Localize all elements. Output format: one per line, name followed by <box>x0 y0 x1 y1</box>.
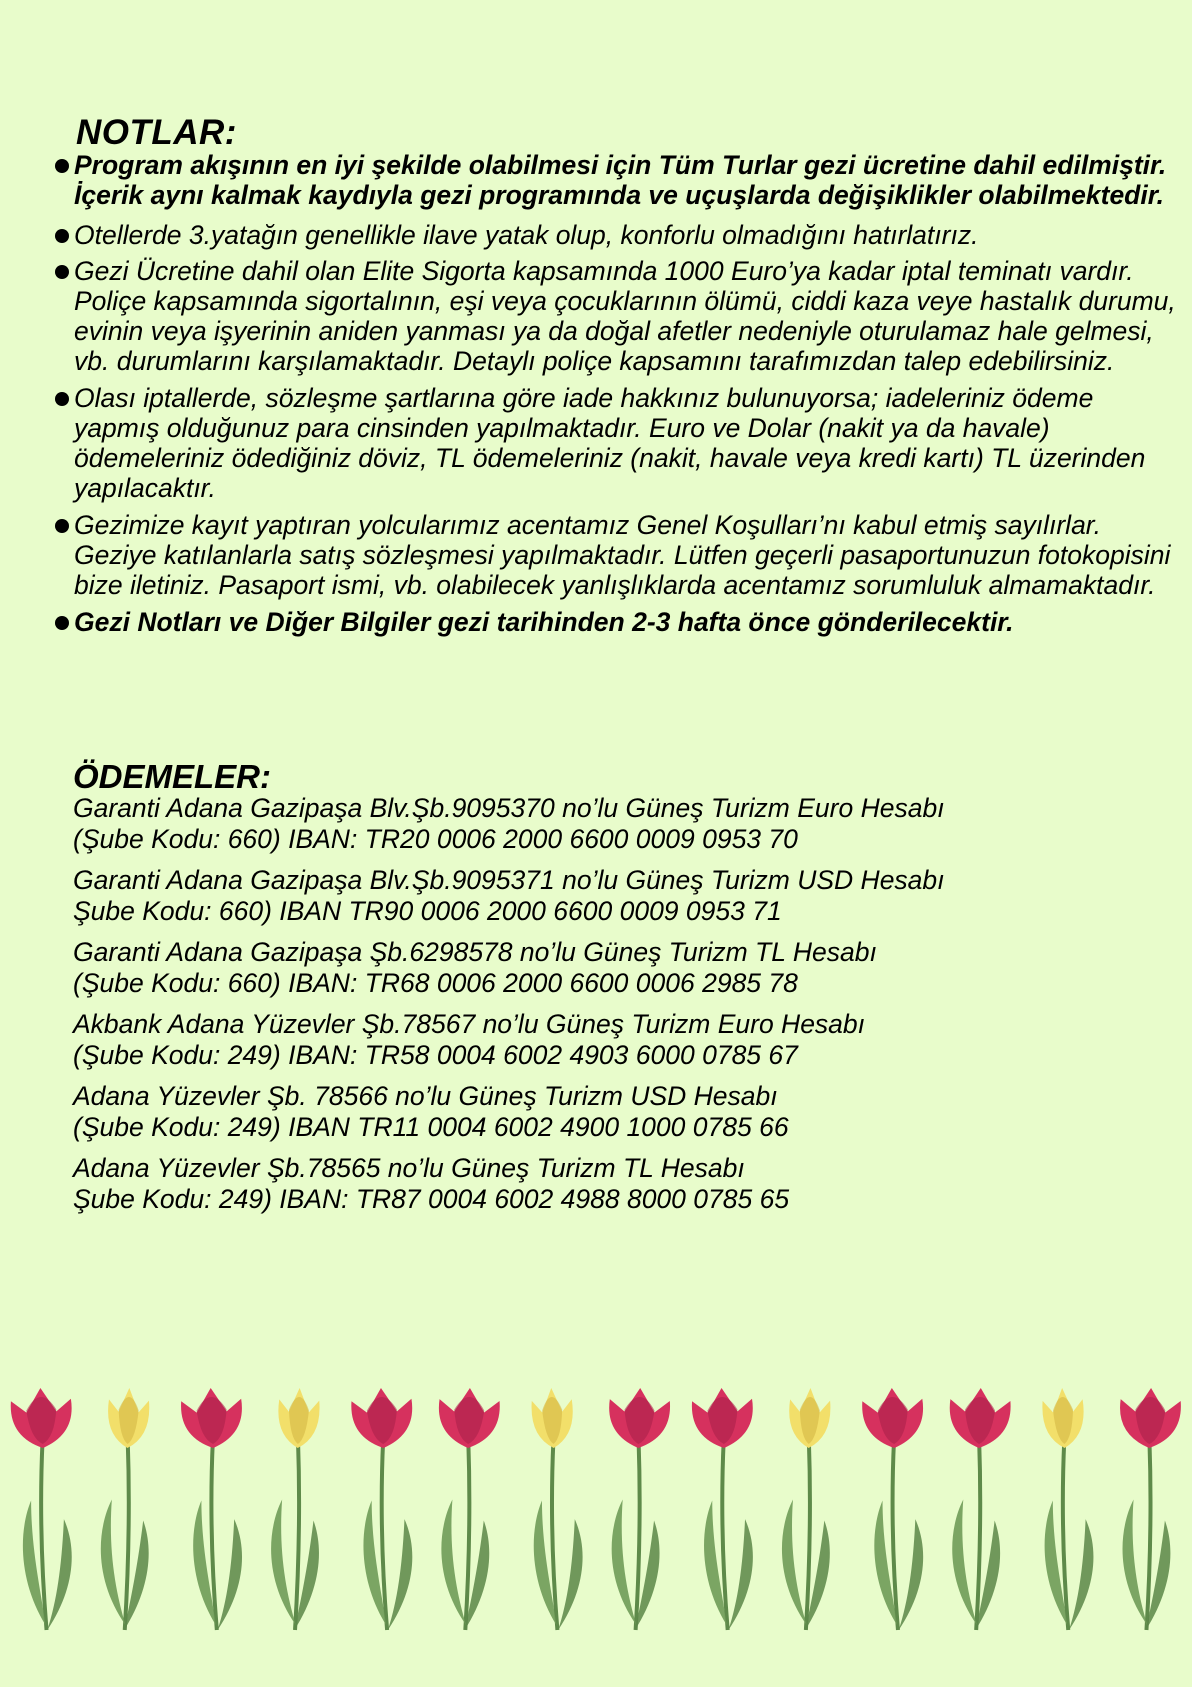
tulip-pink <box>432 1387 500 1631</box>
bank-account <box>73 1081 1173 1143</box>
tulip-leaf <box>1064 1519 1096 1630</box>
account-iban: (Şube Kodu: 249) IBAN TR11 0004 6002 4900 1000 0785 66 <box>73 1112 789 1142</box>
note-item <box>50 510 1180 600</box>
note-text: Otellerde 3.yatağın genellikle ilave yatak olup, konforlu olmadığını hatırlatırız. <box>74 220 979 250</box>
tulip-yellow <box>269 1387 325 1630</box>
note-item <box>50 220 1180 250</box>
account-line: Garanti Adana Gazipaşa Blv.Şb.9095370 no’lu Güneş Turizm Euro Hesabı <box>73 793 945 823</box>
note-text: Program akışının en iyi şekilde olabilmesi için Tüm Turlar gezi ücretine dahil edilmiştir. İçerik aynı kalmak kaydıyla gezi programında ve uçuşlarda değişiklikler olabilmektedir. <box>74 150 1167 210</box>
tulip-pink <box>10 1387 81 1631</box>
bank-account <box>73 937 1173 999</box>
note-text: Gezi Notları ve Diğer Bilgiler gezi tarihinden 2-3 hafta önce gönderilecektir. <box>74 607 1014 637</box>
account-iban: Şube Kodu: 249) IBAN: TR87 0004 6002 4988 8000 0785 65 <box>73 1184 790 1214</box>
notes-list <box>50 150 1180 644</box>
note-item <box>50 383 1180 503</box>
account-line: Adana Yüzevler Şb.78565 no’lu Güneş Turizm TL Hesabı <box>73 1153 745 1183</box>
bullet-icon <box>55 519 69 533</box>
bank-account <box>73 1153 1173 1215</box>
account-iban: (Şube Kodu: 660) IBAN: TR20 0006 2000 6600 0009 0953 70 <box>73 824 798 854</box>
bullet-icon <box>55 392 69 406</box>
tulip-pink <box>602 1387 670 1631</box>
account-iban: Şube Kodu: 660) IBAN TR90 0006 2000 6600 0009 0953 71 <box>73 896 782 926</box>
tulip-leaf <box>383 1519 415 1630</box>
tulip-pink <box>691 1387 762 1631</box>
tulip-yellow <box>1038 1387 1097 1631</box>
account-line: Garanti Adana Gazipaşa Blv.Şb.9095371 no’lu Güneş Turizm USD Hesabı <box>73 865 945 895</box>
notes-title: NOTLAR: <box>76 113 237 152</box>
bullet-icon <box>55 616 69 630</box>
account-line: Akbank Adana Yüzevler Şb.78567 no’lu Güneş Turizm Euro Hesabı <box>73 1009 866 1039</box>
note-text: Gezimize kayıt yaptıran yolcularımız acentamız Genel Koşulları’nı kabul etmiş sayılırlar. Geziye katılanlarla satış sözleşmesi yapılmaktadır. Lütfen geçerli pasaportunuzun fotokopisini bize iletiniz. Pasaport ismi, vb. olabilecek yanlışlıklarda acentamız sorumluluk almamaktadır. <box>74 510 1171 600</box>
bank-account <box>73 865 1173 927</box>
tulip-pink <box>861 1387 932 1631</box>
tulip-yellow <box>779 1387 835 1630</box>
payments-list <box>73 793 1173 1225</box>
bullet-icon <box>55 229 69 243</box>
tulip-leaf <box>894 1519 926 1630</box>
account-line: Adana Yüzevler Şb. 78566 no’lu Güneş Turizm USD Hesabı <box>73 1081 778 1111</box>
tulip-yellow <box>98 1387 154 1630</box>
note-item <box>50 607 1180 637</box>
tulip-yellow <box>527 1387 586 1631</box>
tulip-leaf <box>43 1519 75 1630</box>
tulip-leaf <box>724 1519 756 1630</box>
account-iban: (Şube Kodu: 249) IBAN: TR58 0004 6002 4903 6000 0785 67 <box>73 1040 798 1070</box>
note-item <box>50 150 1180 210</box>
bullet-icon <box>55 159 69 173</box>
account-line: Garanti Adana Gazipaşa Şb.6298578 no’lu Güneş Turizm TL Hesabı <box>73 937 877 967</box>
payments-title: ÖDEMELER: <box>73 758 271 795</box>
tulip-pink <box>943 1387 1011 1631</box>
account-iban: (Şube Kodu: 660) IBAN: TR68 0006 2000 6600 0006 2985 78 <box>73 968 798 998</box>
bullet-icon <box>55 265 69 279</box>
tulip-border-illustration <box>0 1380 1192 1640</box>
tulip-pink <box>180 1387 251 1631</box>
bank-account <box>73 1009 1173 1071</box>
tulip-leaf <box>554 1519 586 1630</box>
tulip-leaf <box>213 1519 245 1630</box>
bank-account <box>73 793 1173 855</box>
note-text: Olası iptallerde, sözleşme şartlarına göre iade hakkınız bulunuyorsa; iadeleriniz ödeme yapmış olduğunuz para cinsinden yapılmaktadır. Euro ve Dolar (nakit ya da havale) ödemeleriniz ödediğiniz döviz, TL ödemeleriniz (nakit, havale veya kredi kartı) TL üzerinden yapılacaktır. <box>74 383 1146 503</box>
note-item <box>50 256 1180 376</box>
tulip-pink <box>1113 1387 1181 1631</box>
note-text: Gezi Ücretine dahil olan Elite Sigorta kapsamında 1000 Euro’ya kadar iptal teminatı vardır. Poliçe kapsamında sigortalının, eşi veya çocuklarının ölümü, ciddi kaza veye hastalık durumu, evinin veya işyerinin aniden yanması ya da doğal afetler nedeniyle oturulamaz hale gelmesi, vb. durumlarını karşılamaktadır. Detaylı poliçe kapsamını tarafımızdan talep edebilirsiniz. <box>74 256 1176 376</box>
tulip-pink <box>351 1387 422 1631</box>
